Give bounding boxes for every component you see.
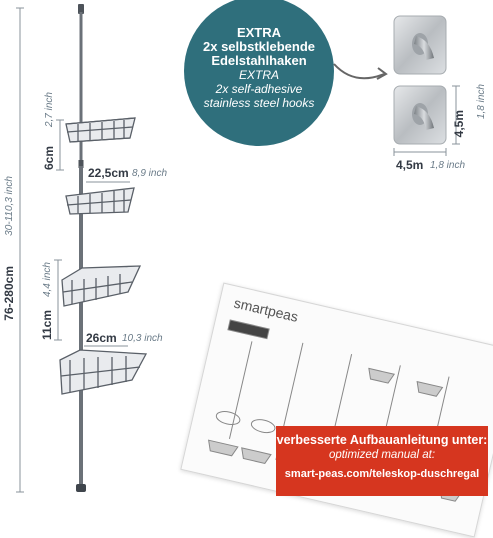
width-large-cm: 26cm <box>86 331 117 345</box>
total-height-cm: 76-280cm <box>2 266 16 321</box>
curved-arrow-icon <box>330 50 392 90</box>
extra-hooks-badge <box>184 0 334 146</box>
hook-1 <box>394 16 446 74</box>
banner-subheading: optimized manual at: <box>328 449 436 461</box>
gap-top-bracket <box>56 120 64 170</box>
badge-line-2: 2x selbstklebende <box>203 39 315 54</box>
shelf-basket-3 <box>62 266 140 306</box>
hook-width-cm: 4,5m <box>396 158 424 172</box>
shelf-basket-1 <box>66 118 135 142</box>
banner-url: smart-peas.com/teleskop-duschregal <box>284 468 480 480</box>
banner-heading: verbesserte Aufbauanleitung unter: <box>276 433 488 447</box>
gap-bottom-cm: 11cm <box>40 310 54 341</box>
shelf-basket-2 <box>66 188 134 214</box>
badge-line-6: stainless steel hooks <box>203 96 315 110</box>
shower-caddy-illustration <box>0 0 200 500</box>
badge-line-5: 2x self-adhesive <box>215 82 303 96</box>
gap-bottom-inch: 4,4 inch <box>42 262 53 298</box>
gap-top-cm: 6cm <box>42 146 56 171</box>
assembly-manual-sheet <box>180 282 493 537</box>
telescopic-pole <box>76 4 86 492</box>
hook-height-inch: 1,8 inch <box>476 84 487 120</box>
total-height-inch: 30-110,3 inch <box>4 176 15 236</box>
badge-line-3: Edelstahlhaken <box>211 53 307 68</box>
gap-top-inch: 2,7 inch <box>44 92 55 128</box>
manual-brand: smartpeas <box>232 294 300 325</box>
width-small-cm: 22,5cm <box>88 166 129 180</box>
width-large-inch: 10,3 inch <box>122 333 163 344</box>
badge-line-1: EXTRA <box>236 25 282 40</box>
shelf-basket-4 <box>60 350 146 394</box>
hook-height-cm: 4,5m <box>452 110 466 138</box>
hook-width-inch: 1,8 inch <box>430 160 466 171</box>
total-height-bracket <box>16 8 24 492</box>
width-small-inch: 8,9 inch <box>132 168 168 179</box>
manual-url-banner <box>276 426 488 496</box>
gap-bottom-bracket <box>54 260 62 340</box>
badge-line-4: EXTRA <box>238 68 279 82</box>
